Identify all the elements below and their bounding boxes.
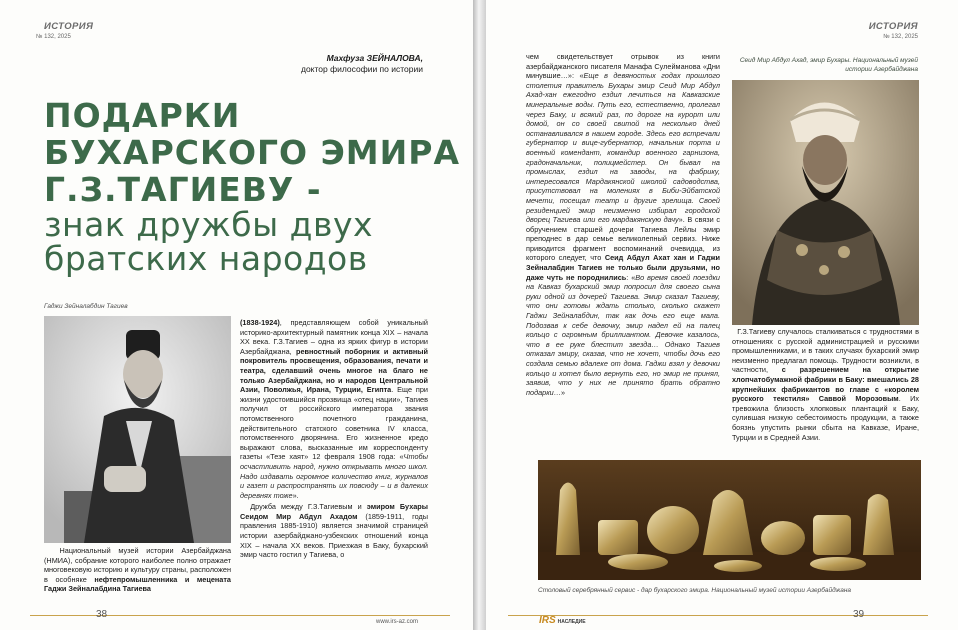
left-column-2 — [240, 318, 428, 562]
emir-portrait — [732, 80, 919, 325]
right-column-2 — [732, 327, 919, 444]
col2-p2-a: Дружба между Г.З.Тагиевым и — [250, 502, 367, 512]
title-line-2: БУХАРСКОГО ЭМИРА — [44, 133, 460, 172]
spine-gutter — [473, 0, 486, 630]
photo-caption: Гаджи Зейналабдин Тагиев — [44, 303, 128, 310]
site-url[interactable]: www.irs-az.com — [376, 619, 419, 625]
rc1-quote2: Во время своей поездки на Кавказ бухарский эмир попросил для своего сына руки одной из дочерей Тагиева. Эмир сказал Тагиеву, что они готовы ждать столько, сколько скажет Гаджи Зейналабдин, так как дочь его еще мала. Подозвав к себе девочку, эмир надел ей на палец кольцо с огромным бриллиантом. Девочке казалось, что в ее руке блестит звезда… Однако Тагиев отказал эмиру, сказав, что не хочет, чтобы дочь его создала семью вдалеке от дома. Гаджи взял у девочки кольцо и хотел было вернуть его, но эмир не принял, заявив, что у них не принято брать обратно подарки… — [526, 272, 720, 397]
col1-bold: нефтепромышленника и мецената Гаджи Зейналабдина Тагиева — [44, 574, 231, 594]
rc2-a: Г.З.Тагиеву случалось сталкиваться с трудностями в отношениях с русской администрацией и русскими промышленниками, и в таких случаях бухарский эмир неизменно предлагал помощь. Трудности возникли, в частности, — [732, 327, 919, 375]
rc2-bold: с разрешением на открытие хлопчатобумажной фабрики в Баку: вмешались 28 крупнейших фабрикантов во главе с «королем русского текстиля» Саввой Морозовым — [732, 365, 919, 404]
issue-number: № 132, 2025 — [36, 34, 71, 40]
title-line-1: ПОДАРКИ — [44, 96, 241, 135]
subtitle-line-2: братских народов — [44, 239, 368, 278]
author-name: Махфуза ЗЕЙНАЛОВА, — [326, 53, 423, 63]
col2-quote-end: ». — [292, 490, 299, 500]
author-title: доктор философии по истории — [300, 64, 423, 74]
rc1-quote: Еще в девяностых годах прошлого столетия правитель Бухары эмир Сеид Мир Абдул Ахад-хан ежегодно ездил лечиться на Кавказские минеральные воды. Путь его, естественно, пролегал через Баку, и всякий раз, по дороге на курорт или домой, он со своей свитой на несколько дней останавливался в нашем городе. Здесь его встречали губернатор и вице-губернатор, начальник порта и военный комендант, командир военного гарнизона, градоначальник, полицмейстер. Он бывал на промыслах, ездил на заводы, на фабрику, интересовался Мардакянской школой садоводства, присутствовал на молениях в Биби-Эйбатской мечети, посещал театр и другие зрелища. Своей резиденцией эмир неизменно избирал городской дворец Тагиева или его мардакянскую дачу — [526, 71, 720, 225]
left-column-1 — [44, 546, 231, 596]
col2-bold: ревностный поборник и активный покровитель просвещения, образования, печати и театра, сделавший очень многое на благо не только Азербайджана, но и народов Центральной Азии, Поволжья, Ирана, Турции, Египта — [240, 346, 429, 395]
col2-p2-b: (1859-1911, годы правления 1885-1910) является значимой страницей истории азербайджано-узбекских отношений конца XIX – начала XX веков. Приезжая в Баку, бухарский эмир часто гостил у Тагиева, о — [240, 511, 428, 560]
subtitle-line-1: знак дружбы двух — [44, 205, 374, 244]
footer-rule — [30, 615, 450, 616]
logo-subtext: НАСЛЕДИЕ — [557, 619, 586, 625]
right-column-1 — [526, 52, 720, 399]
left-page — [0, 0, 473, 630]
section-label: ИСТОРИЯ — [868, 21, 918, 32]
rc1-bold: Сеид Абдул Ахат хан и Гаджи Зейналабдин Тагиев не только были друзьями, но даже чуть не породнились — [526, 253, 720, 282]
portrait-caption: Сеид Мир Абдул Ахад, эмир Бухары. Национальный музей истории Азербайджана — [739, 57, 918, 73]
right-page — [486, 0, 958, 630]
page-number: 39 — [853, 609, 865, 620]
author-block — [301, 53, 423, 75]
issue-number: № 132, 2025 — [883, 34, 918, 40]
col2-p2-bold: эмиром Бухары Сеидом Мир Абдул Ахадом — [240, 502, 428, 521]
taghiyev-portrait — [44, 316, 231, 543]
col2-dates: (1838-1924) — [240, 318, 280, 327]
article-title — [44, 97, 464, 276]
col1-text: Национальный музей истории Азербайджана (НМИА), собрание которого наиболее полно отражает многовековую историю и культуру страны, расположен в особняке — [44, 546, 231, 584]
silver-service-photo — [538, 460, 921, 580]
silver-caption: Столовый серебрянный сервис - дар бухарского эмира. Национальный музей истории Азербайджана — [538, 587, 852, 594]
col2-text-b: . Еще при жизни удостоившийся прозвища «отец нации», Тагиев получил от российского императора звания потомственного почетного гражданина, действительного статского советника IV класса, потомственного дворянина. Его жизненное кредо выражают слова, высказанные им корреспонденту газеты «Тезе хаят» 12 февраля 1908 года: « — [240, 385, 429, 462]
rc1-b: ». В связи с обручением старшей дочери Тагиева Лейлы эмир преподнес в дар семье великолепный сервиз. Ниже приводится фрагмент воспоминаний очевидца, из которого следует, что — [526, 215, 720, 263]
col2-text-a: , представляющем собой уникальный историко-архитектурный памятник конца XIX – начала XX века. Г.З.Тагиев – одна из ярких фигур в истории Азербайджана, — [240, 318, 428, 356]
title-line-3: Г.З.ТАГИЕВУ - — [44, 170, 322, 209]
section-label: ИСТОРИЯ — [44, 21, 94, 32]
rc1-a: чем свидетельствует отрывок из книги азербайджанского писателя Манафа Сулейманова «Дни минувшие…»: « — [526, 52, 720, 81]
rc2-b: . Их тревожила близость хлопковых плантаций к Баку, сулившая низкую себестоимость продукции, а также боязнь упустить рынки сбыта на Кавказе, Иране, Турции и в Средней Азии. — [732, 394, 919, 442]
rc1-end: » — [561, 387, 566, 397]
col2-quote: Чтобы осчастливить народ, нужно открывать много школ. Надо издавать огромное количество книг, журналов и газет и распространять их повсюду – и в далеких деревнях тоже — [240, 452, 428, 500]
irs-logo — [539, 615, 586, 626]
rc1-c: : « — [626, 272, 636, 282]
logo-text: IRS — [539, 615, 556, 626]
page-number: 38 — [96, 609, 108, 620]
